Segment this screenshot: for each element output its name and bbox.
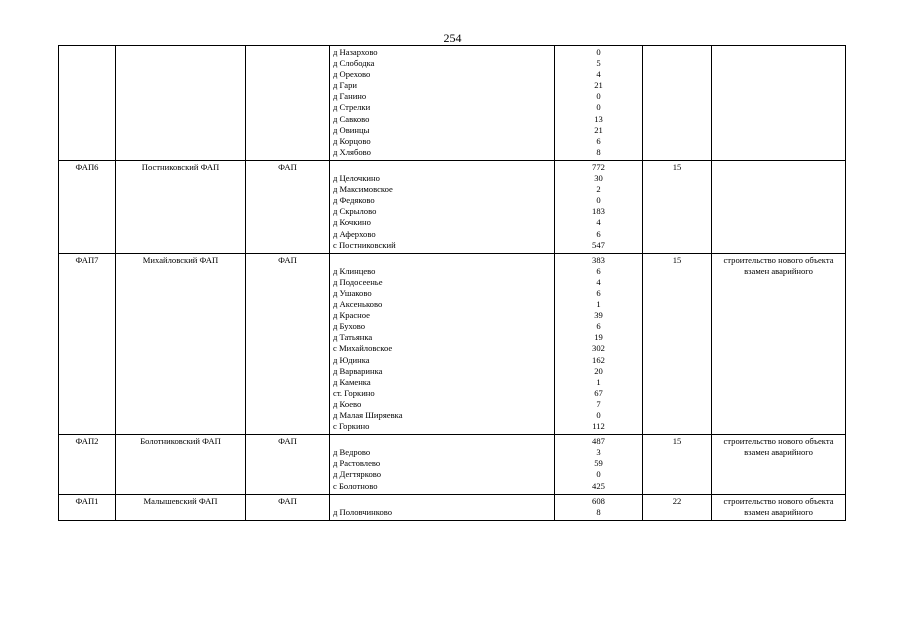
table-row — [59, 160, 846, 253]
note-cell — [712, 253, 846, 435]
settlement-population: 1 — [596, 376, 601, 387]
facility-type: ФАП — [278, 161, 297, 172]
settlement-name: д Ушаково — [333, 287, 372, 298]
population-cell — [555, 160, 643, 253]
note-cell — [712, 494, 846, 520]
blank-line — [333, 255, 551, 266]
note-line: строительство нового объекта — [723, 436, 834, 447]
facility-type-cell — [246, 435, 330, 494]
distance-cell — [643, 435, 712, 494]
settlement-name: д Половчинково — [333, 506, 393, 517]
settlement-population: 425 — [592, 480, 605, 491]
settlement-population: 2 — [596, 184, 601, 195]
facility-code: ФАП7 — [75, 254, 99, 265]
settlement-population: 8 — [596, 506, 601, 517]
settlement-name: д Красное — [333, 310, 370, 321]
settlement-population: 7 — [596, 398, 601, 409]
facility-type-cell — [246, 160, 330, 253]
table-row — [59, 435, 846, 494]
population-cell — [555, 46, 643, 161]
settlement-name: с Михайловское — [333, 343, 393, 354]
population-cell — [555, 494, 643, 520]
settlement-name: д Скрылово — [333, 206, 377, 217]
settlement-name: с Постниковский — [333, 239, 396, 250]
total-population: 608 — [592, 495, 605, 506]
settlement-population: 19 — [594, 332, 603, 343]
settlement-population: 0 — [596, 410, 601, 420]
settlement-name: д Юдинка — [333, 354, 370, 365]
settlement-name: д Малая Ширяевка — [333, 410, 403, 420]
facility-code: ФАП6 — [75, 161, 99, 172]
settlements-cell — [330, 435, 555, 494]
facility-name-cell — [116, 253, 246, 435]
facility-type-cell — [246, 253, 330, 435]
settlements-cell — [330, 494, 555, 520]
settlement-population: 6 — [596, 135, 601, 146]
settlement-name: д Аферхово — [333, 228, 376, 239]
settlement-population: 6 — [596, 321, 601, 332]
table-row — [59, 494, 846, 520]
distance-value — [646, 47, 708, 58]
settlement-name: с Горкино — [333, 421, 370, 432]
settlement-name: д Коево — [333, 398, 362, 409]
settlements-cell — [330, 253, 555, 435]
settlement-name: д Савково — [333, 113, 370, 124]
settlement-population: 5 — [596, 58, 601, 69]
facility-code-cell — [59, 160, 116, 253]
settlement-population: 0 — [596, 195, 601, 206]
settlement-name: д Ведрово — [333, 447, 371, 458]
note-cell — [712, 46, 846, 161]
facility-code-cell — [59, 494, 116, 520]
settlement-population: 8 — [596, 146, 601, 157]
settlement-name: д Назархово — [333, 47, 378, 57]
settlement-population: 112 — [592, 421, 605, 432]
settlement-name: д Овинцы — [333, 124, 370, 135]
distance-value: 15 — [672, 254, 682, 265]
facility-name-cell — [116, 494, 246, 520]
settlement-name: д Максимовское — [333, 184, 393, 195]
distance-cell — [643, 46, 712, 161]
note-cell — [712, 160, 846, 253]
settlements-cell — [330, 46, 555, 161]
settlement-name: д Бухово — [333, 321, 366, 332]
settlement-name: д Федяково — [333, 195, 375, 206]
settlement-population: 6 — [596, 265, 601, 276]
distance-value: 15 — [672, 436, 682, 447]
settlement-population: 183 — [592, 206, 605, 217]
settlement-population: 59 — [594, 458, 603, 469]
settlement-name: д Татьянка — [333, 332, 373, 343]
settlement-name: д Клинцево — [333, 265, 376, 276]
settlement-name: д Аксеньково — [333, 299, 383, 310]
settlement-name: д Дегтярково — [333, 469, 382, 480]
settlement-name: д Гари — [333, 80, 357, 91]
settlement-population: 4 — [596, 276, 601, 287]
settlement-population: 302 — [592, 343, 605, 354]
settlement-population: 4 — [596, 69, 601, 80]
settlement-name: д Корцово — [333, 135, 371, 146]
distance-value: 22 — [672, 495, 682, 506]
settlement-name: д Стрелки — [333, 102, 371, 113]
settlement-population: 162 — [592, 354, 605, 365]
blank-line — [333, 162, 551, 173]
facility-name: Постниковский ФАП — [141, 161, 220, 172]
note-line: строительство нового объекта — [723, 495, 834, 506]
total-population: 487 — [592, 436, 605, 447]
facilities-table — [58, 45, 846, 521]
settlement-population: 39 — [594, 310, 603, 321]
settlement-name: д Ганино — [333, 91, 367, 102]
settlement-population: 1 — [596, 299, 601, 310]
distance-value: 15 — [672, 161, 682, 172]
facility-name: Болотниковский ФАП — [140, 436, 221, 447]
settlement-population: 67 — [594, 387, 603, 398]
population-cell — [555, 435, 643, 494]
facility-name-cell — [116, 435, 246, 494]
settlement-population: 0 — [596, 47, 601, 57]
settlement-name: д Целочкино — [333, 173, 380, 184]
facility-name: Михайловский ФАП — [142, 254, 219, 265]
blank-line — [333, 496, 551, 507]
settlement-population: 3 — [596, 447, 601, 458]
note-line: взамен аварийного — [744, 506, 813, 517]
settlement-name: д Подосеенье — [333, 276, 383, 287]
distance-cell — [643, 160, 712, 253]
distance-cell — [643, 253, 712, 435]
settlement-population: 21 — [594, 124, 603, 135]
table-row — [59, 253, 846, 435]
facility-code — [62, 47, 112, 58]
total-population: 383 — [592, 254, 605, 265]
settlement-population: 20 — [594, 365, 603, 376]
settlement-population: 30 — [594, 173, 603, 184]
facility-name — [119, 47, 242, 58]
facility-type-cell — [246, 46, 330, 161]
settlements-cell — [330, 160, 555, 253]
settlement-population: 6 — [596, 287, 601, 298]
settlement-population: 547 — [592, 239, 605, 250]
note-line: взамен аварийного — [744, 447, 813, 458]
facility-code: ФАП2 — [75, 436, 99, 447]
settlement-population: 21 — [594, 80, 603, 91]
facility-code-cell — [59, 46, 116, 161]
note-line: взамен аварийного — [744, 265, 813, 276]
population-cell — [555, 253, 643, 435]
page-number: 254 — [443, 31, 462, 45]
facility-type-cell — [246, 494, 330, 520]
facility-type — [249, 47, 326, 58]
settlement-name: д Слободка — [333, 58, 375, 69]
facility-name-cell — [116, 46, 246, 161]
table-row — [59, 46, 846, 161]
settlement-name: д Растовлево — [333, 458, 381, 469]
facility-code-cell — [59, 435, 116, 494]
settlement-population: 0 — [596, 91, 601, 102]
settlement-name: с Болотново — [333, 480, 378, 491]
distance-cell — [643, 494, 712, 520]
note-line: строительство нового объекта — [723, 254, 834, 265]
blank-line — [333, 436, 551, 447]
note-cell — [712, 435, 846, 494]
facility-code: ФАП1 — [75, 495, 99, 506]
settlement-population: 13 — [594, 113, 603, 124]
settlement-population: 0 — [596, 469, 601, 480]
facility-type: ФАП — [278, 495, 297, 506]
facility-type: ФАП — [278, 254, 297, 265]
facility-name: Малышевский ФАП — [143, 495, 218, 506]
settlement-population: 4 — [596, 217, 601, 228]
settlement-name: ст. Горкино — [333, 387, 375, 398]
total-population: 772 — [592, 161, 605, 172]
facility-name-cell — [116, 160, 246, 253]
settlement-population: 6 — [596, 228, 601, 239]
settlement-name: д Кочкино — [333, 217, 371, 228]
settlement-name: д Орехово — [333, 69, 371, 80]
facility-type: ФАП — [278, 436, 297, 447]
facility-code-cell — [59, 253, 116, 435]
settlement-name: д Варваринка — [333, 365, 383, 376]
settlement-name: д Хлябово — [333, 146, 371, 157]
settlement-population: 0 — [596, 102, 601, 113]
settlement-name: д Каменка — [333, 376, 371, 387]
